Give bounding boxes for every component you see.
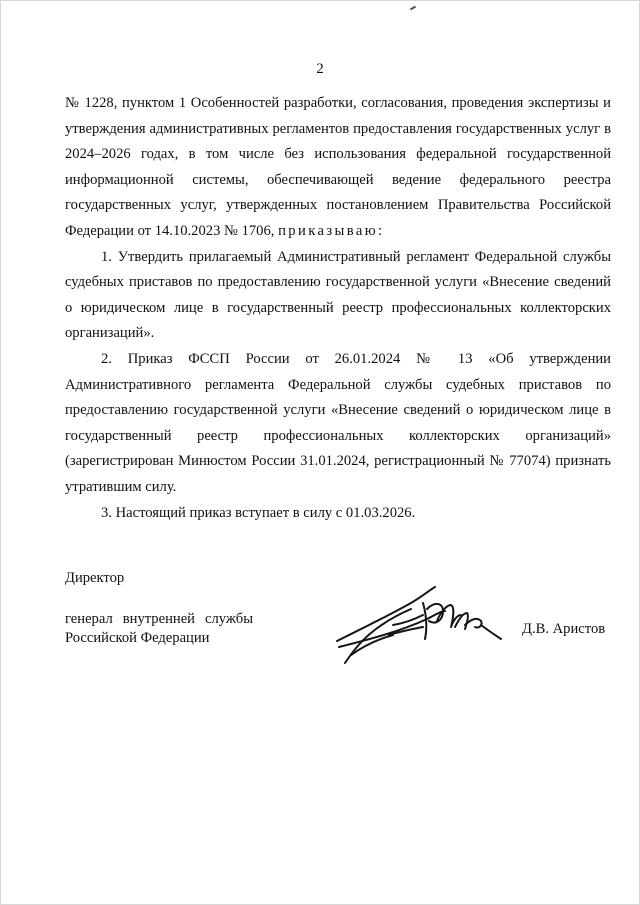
signatory-position: Директор <box>65 570 125 586</box>
signatory-rank-line2: Российской Федерации <box>65 630 210 646</box>
paragraph-item-2: 2. Приказ ФССП России от 26.01.2024 № 13 «Об утверждении Административного регламента Федеральной службы судебных приставов по предоставлению государственной услуги «Внесение сведений о юридическом лице в государственный реестр профессиональных коллекторских организаций» (зарегистрирован Минюстом России 31.01.2024, регистрационный № 77074) признать утратившим силу. <box>65 350 611 495</box>
page-number: 2 <box>316 61 324 77</box>
paragraph-item-1: 1. Утвердить прилагаемый Административный регламент Федеральной службы судебных приставов по предоставлению государственной услуги «Внесение сведений о юридическом лице в государственный реестр профессиональных коллекторских организаций». <box>65 248 611 342</box>
signatory-block <box>65 569 253 648</box>
handwritten-signature <box>331 581 511 671</box>
signatory-name: Д.В. Аристов <box>522 621 606 637</box>
signatory-rank-line1: генерал внутренней службы <box>65 611 253 627</box>
paragraph-item-3: 3. Настоящий приказ вступает в силу с 01.03.2026. <box>101 504 416 521</box>
paragraph-intro <box>65 91 611 245</box>
scan-mark <box>410 6 416 11</box>
order-keyword: приказываю: <box>278 222 385 239</box>
document-body <box>65 91 611 526</box>
paragraph-intro-text: № 1228, пунктом 1 Особенностей разработки, согласования, проведения экспертизы и утверждения административных регламентов предоставления государственных услуг в 2024–2026 годах, в том числе без использования федеральной государственной информационной системы, обеспечивающей ведение федерального реестра государственных услуг, утвержденных постановлением Правительства Российской Федерации от 14.10.2023 № 1706, <box>65 95 611 239</box>
